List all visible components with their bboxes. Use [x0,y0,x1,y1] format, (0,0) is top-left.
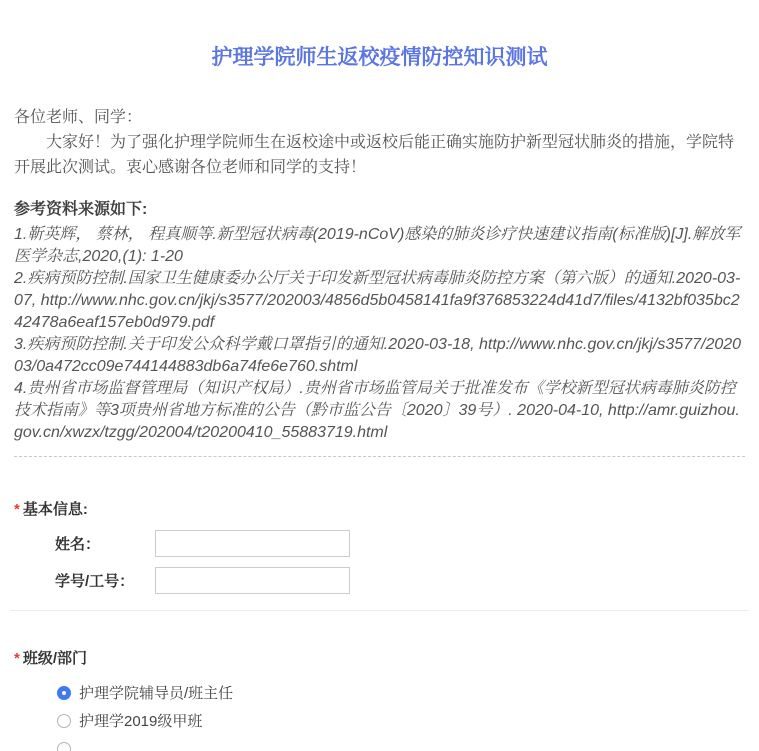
required-asterisk: * [14,501,20,518]
references-heading: 参考资料来源如下: [14,201,148,218]
student-id-input[interactable] [155,567,350,594]
intro-salutation: 各位老师、同学： [14,109,143,126]
basic-info-section [14,502,745,594]
class-dept-section [14,651,745,751]
name-field-row [14,530,745,557]
dashed-section-divider [14,456,745,457]
name-input[interactable] [155,530,350,557]
references-list [14,224,745,444]
reference-item: 3.疾病预防控制.关于印发公众科学戴口罩指引的通知.2020-03-18, http://www.nhc.gov.cn/jkj/s3577/202003/0a472cc09e744144883db6a74fe6e760.shtml [14,336,742,375]
radio-option-counselor[interactable] [14,686,745,700]
radio-button-icon[interactable] [57,686,71,700]
radio-button-icon[interactable] [57,742,71,751]
required-asterisk: * [14,650,20,667]
class-dept-heading [14,651,745,666]
intro-body: 大家好！为了强化护理学院师生在返校途中或返校后能正确实施防护新型冠状肺炎的措施，学院特开展此次测试。衷心感谢各位老师和同学的支持！ [14,134,735,176]
radio-button-icon[interactable] [57,714,71,728]
basic-info-heading [14,502,745,517]
light-section-divider [10,610,749,611]
reference-item: 1.靳英辉， 蔡林， 程真顺等.新型冠状病毒(2019-nCoV)感染的肺炎诊疗快速建议指南(标准版)[J].解放军医学杂志,2020,(1): 1-20 [14,226,741,265]
student-id-field-row [14,567,745,594]
reference-item: 4.贵州省市场监督管理局（知识产权局）.贵州省市场监管局关于批准发布《学校新型冠状病毒肺炎防控技术指南》等3项贵州省地方标准的公告（黔市监公告〔2020〕39号）. 2020-04-10, http://amr.guizhou.gov.cn/xwzx/tzgg/202004/t20200410_55883719.html [14,380,740,441]
radio-option-clipped[interactable] [14,742,745,751]
radio-option-label: 护理学2019级甲班 [79,712,203,730]
basic-info-label: 基本信息: [22,501,88,518]
name-label: 姓名： [55,536,101,553]
references-section [14,200,745,444]
radio-option-label: 护理学院辅导员/班主任 [79,684,234,702]
student-id-label: 学号/工号： [55,573,135,590]
intro-section [14,105,745,180]
radio-option-class-2019a[interactable] [14,714,745,728]
page-title: 护理学院师生返校疫情防控知识测试 [211,46,548,69]
class-dept-label: 班级/部门 [22,650,88,667]
reference-item: 2.疾病预防控制.国家卫生健康委办公厅关于印发新型冠状病毒肺炎防控方案（第六版）的通知.2020-03-07, http://www.nhc.gov.cn/jkj/s3577/202003/4856d5b0458141fa9f376853224d41d7/files/4132bf035bc242478a6eaf157eb0d979.pdf [14,270,741,331]
